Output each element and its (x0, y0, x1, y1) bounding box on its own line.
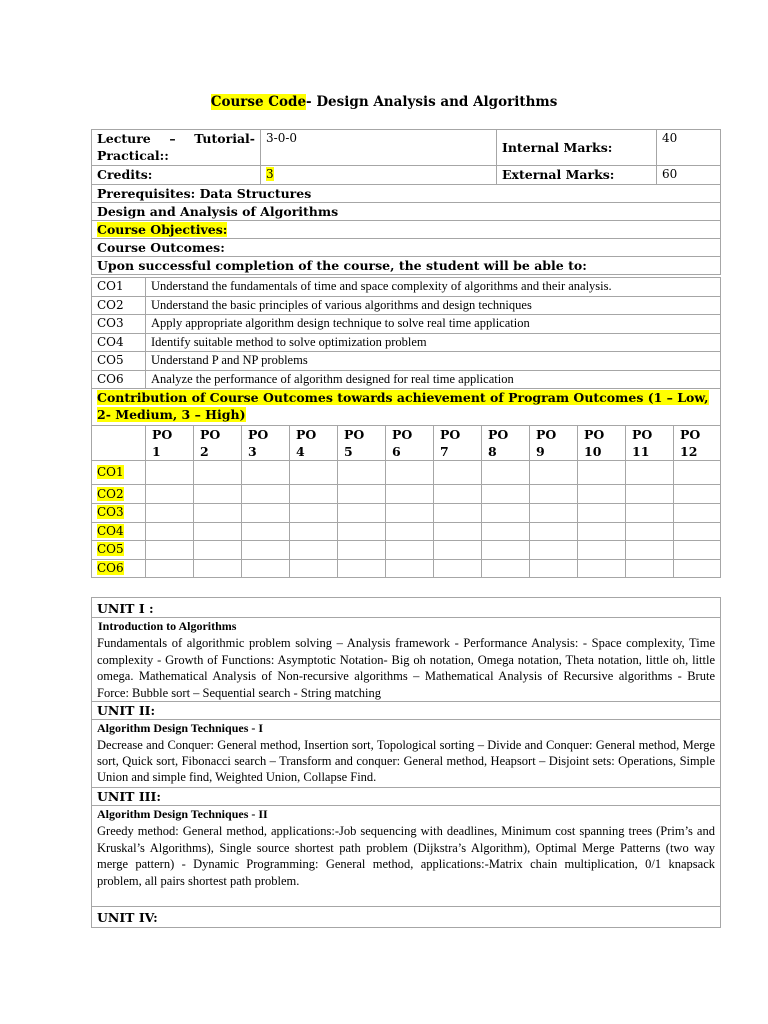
unit-3-body: Greedy method: General method, applications:-Job sequencing with deadlines, Minimum cost spanning trees (Prim’s and Kruskal’s Algorithms), Single source shortest path problem (Dijkstra’s Algorithm), Optimal Merge Patterns (two way merge pattern) - Dynamic Programming: General method, applications:-Matrix chain multiplication, 0/1 knapsack problem, all pairs shortest path problem. (97, 824, 715, 888)
matrix-row-co4 (92, 522, 721, 541)
syllabus-units-table (91, 597, 721, 928)
unit-3-title: Algorithm Design Techniques - II (97, 807, 268, 821)
matrix-row-label: CO3 (97, 505, 124, 519)
course-objectives-label: Course Objectives: (97, 222, 228, 237)
internal-marks-label: Internal Marks: (497, 130, 657, 166)
co-row (92, 333, 721, 352)
ltp-row (92, 130, 721, 166)
co-text: Apply appropriate algorithm design technique to solve real time application (146, 315, 721, 334)
unit-3-content (92, 806, 721, 907)
unit-2-title: Algorithm Design Techniques - I (97, 721, 264, 735)
matrix-row-label: CO2 (97, 487, 124, 501)
unit-3-label: UNIT III: (92, 788, 721, 806)
po-header: PO 6 (386, 426, 434, 461)
co-row (92, 296, 721, 315)
po-header: PO 2 (194, 426, 242, 461)
unit-2-content (92, 720, 721, 788)
matrix-corner-cell (92, 426, 146, 461)
matrix-row-co6 (92, 559, 721, 578)
internal-marks-value: 40 (657, 130, 721, 166)
course-outcomes-table (91, 277, 721, 389)
unit-1-title: Introduction to Algorithms (98, 619, 237, 633)
matrix-row-co2 (92, 485, 721, 504)
unit-2-label: UNIT II: (92, 702, 721, 720)
matrix-row-label: CO6 (97, 560, 124, 575)
unit-1-content (92, 618, 721, 702)
credits-label: Credits: (92, 166, 261, 185)
unit-1-label: UNIT I : (92, 598, 721, 618)
matrix-row-co1 (92, 461, 721, 485)
unit-2-body: Decrease and Conquer: General method, Insertion sort, Topological sorting – Divide and Conquer: General method, Merge sort, Quick sort, Fibonacci search – Transform and conquer: General method, Heapsort – Disjoint sets: Operations, Simple Union and simple find, Weighted Union, Collapse Find. (97, 738, 715, 784)
credits-row (92, 166, 721, 185)
co-text: Analyze the performance of algorithm designed for real time application (146, 370, 721, 389)
co-text: Identify suitable method to solve optimization problem (146, 333, 721, 352)
po-header: PO 8 (482, 426, 530, 461)
matrix-heading: Contribution of Course Outcomes towards achievement of Program Outcomes (1 – Low, 2- Medium, 3 – High) (97, 390, 709, 422)
page-title (0, 94, 768, 110)
po-header: PO 7 (434, 426, 482, 461)
co-text: Understand the fundamentals of time and space complexity of algorithms and their analysis. (146, 278, 721, 297)
external-marks-value: 60 (657, 166, 721, 185)
course-outcomes-label: Course Outcomes: (92, 239, 721, 257)
matrix-row-label: CO1 (97, 465, 124, 479)
matrix-row-label: CO4 (97, 523, 124, 538)
course-name: Design and Analysis of Algorithms (92, 203, 721, 221)
matrix-row-co5 (92, 541, 721, 560)
upon-completion-text: Upon successful completion of the course, the student will be able to: (92, 257, 721, 275)
po-header: PO 3 (242, 426, 290, 461)
matrix-row-label: CO5 (97, 542, 124, 556)
po-header: PO 1 (146, 426, 194, 461)
co-code: CO5 (92, 352, 146, 371)
po-header: PO 11 (626, 426, 674, 461)
co-text: Understand P and NP problems (146, 352, 721, 371)
co-po-matrix (91, 388, 721, 578)
co-code: CO3 (92, 315, 146, 334)
co-code: CO4 (92, 333, 146, 352)
course-code-label: Course Code (210, 94, 307, 110)
credits-value: 3 (266, 167, 274, 181)
po-header: PO 12 (674, 426, 721, 461)
po-header: PO 9 (530, 426, 578, 461)
course-title-text: - Design Analysis and Algorithms (306, 94, 558, 110)
course-info-table (91, 129, 721, 275)
prerequisites: Prerequisites: Data Structures (92, 185, 721, 203)
unit-4-label: UNIT IV: (92, 907, 721, 928)
po-header: PO 5 (338, 426, 386, 461)
unit-1-body: Fundamentals of algorithmic problem solving – Analysis framework - Performance Analysis: - Space complexity, Time complexity - Growth of Functions: Asymptotic Notation- Big oh notation, Omega notation, Theta notation, little oh, little omega. Mathematical Analysis of Non-recursive algorithms – Mathematical Analysis of Recursive algorithms - Brute Force: Bubble sort – Sequential search - String matching (97, 636, 715, 700)
ltp-label: Lecture – Tutorial- Practical:: (92, 130, 261, 166)
external-marks-label: External Marks: (497, 166, 657, 185)
co-row (92, 315, 721, 334)
ltp-value: 3-0-0 (261, 130, 497, 166)
co-code: CO2 (92, 296, 146, 315)
co-row (92, 278, 721, 297)
co-row (92, 352, 721, 371)
co-code: CO6 (92, 370, 146, 389)
co-row (92, 370, 721, 389)
co-text: Understand the basic principles of various algorithms and design techniques (146, 296, 721, 315)
po-header: PO 10 (578, 426, 626, 461)
matrix-row-co3 (92, 504, 721, 523)
po-header-row (92, 426, 721, 461)
po-header: PO 4 (290, 426, 338, 461)
co-code: CO1 (92, 278, 146, 297)
